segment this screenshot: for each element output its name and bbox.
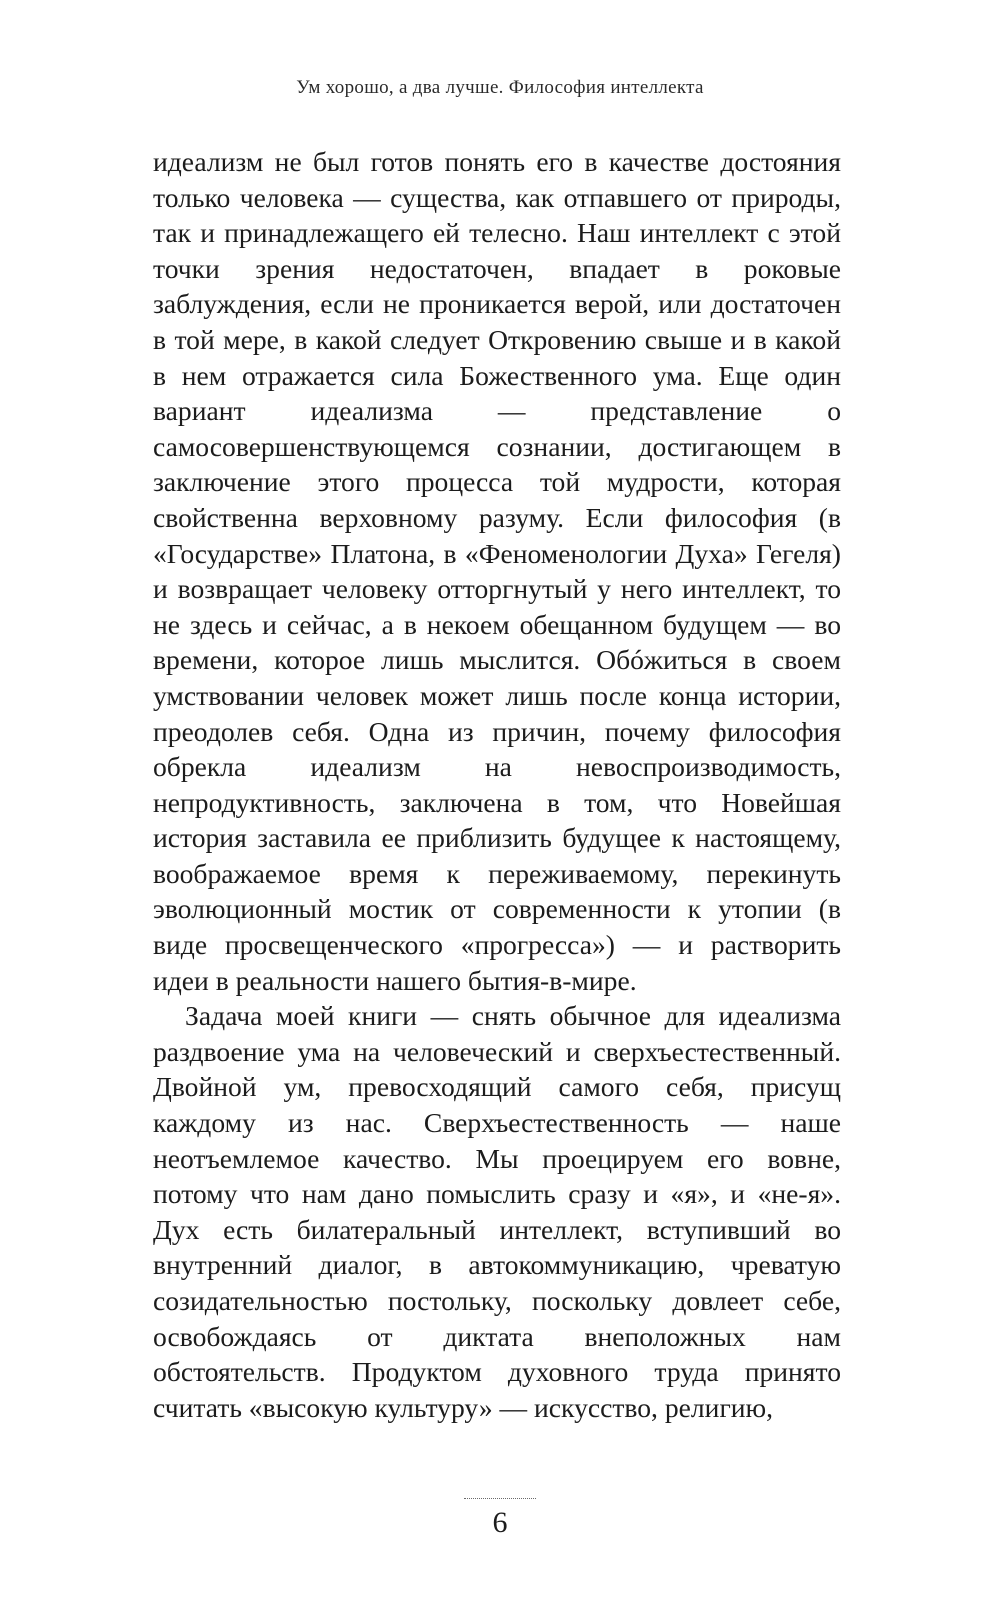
- body-text: [153, 144, 841, 1425]
- page-number: 6: [492, 1506, 508, 1539]
- folio-dotted-rule: [464, 1498, 536, 1499]
- running-head: Ум хорошо, а два лучше. Философия интеллекта: [296, 77, 704, 98]
- paragraph-2: Задача моей книги — снять обычное для идеализма раздвоение ума на человеческий и сверхъестественный. Двойной ум, превосходящий самого себя, присущ каждому из нас. Сверхъестественность — наше неотъемлемое качество. Мы проецируем его вовне, потому что нам дано помыслить сразу и «я», и «не-я». Дух есть билатеральный интеллект, вступивший во внутренний диалог, в автокоммуникацию, чреватую созидательностью постольку, поскольку довлеет себе, освобождаясь от диктата внеположных нам обстоятельств. Продуктом духовного труда принято считать «высокую культуру» — искусство, религию,: [153, 1000, 841, 1423]
- paragraph-1: идеализм не был готов понять его в качестве достояния только человека — существа, как отпавшего от природы, так и принадлежащего ей телесно. Наш интеллект с этой точки зрения недостаточен, впадает в роковые заблуждения, если не проникается верой, или достаточен в той мере, в какой следует Откровению свыше и в какой в нем отражается сила Божественного ума. Еще один вариант идеализма — представление о самосовершенствующемся сознании, достигающем в заключение этого процесса той мудрости, которая свойственна верховному разуму. Если философия (в «Государстве» Платона, в «Феноменологии Духа» Гегеля) и возвращает человеку отторгнутый у него интеллект, то не здесь и сейчас, а в некоем обещанном будущем — во времени, которое лишь мыслится. Обóжиться в своем умствовании человек может лишь после конца истории, преодолев себя. Одна из причин, почему философия обрекла идеализм на невоспроизводимость, непродуктивность, заключена в том, что Новейшая история заставила ее приблизить будущее к настоящему, воображаемое время к переживаемому, перекинуть эволюционный мостик от современности к утопии (в виде просвещенческого «прогресса») — и растворить идеи в реальности нашего бытия-в-мире.: [153, 146, 841, 996]
